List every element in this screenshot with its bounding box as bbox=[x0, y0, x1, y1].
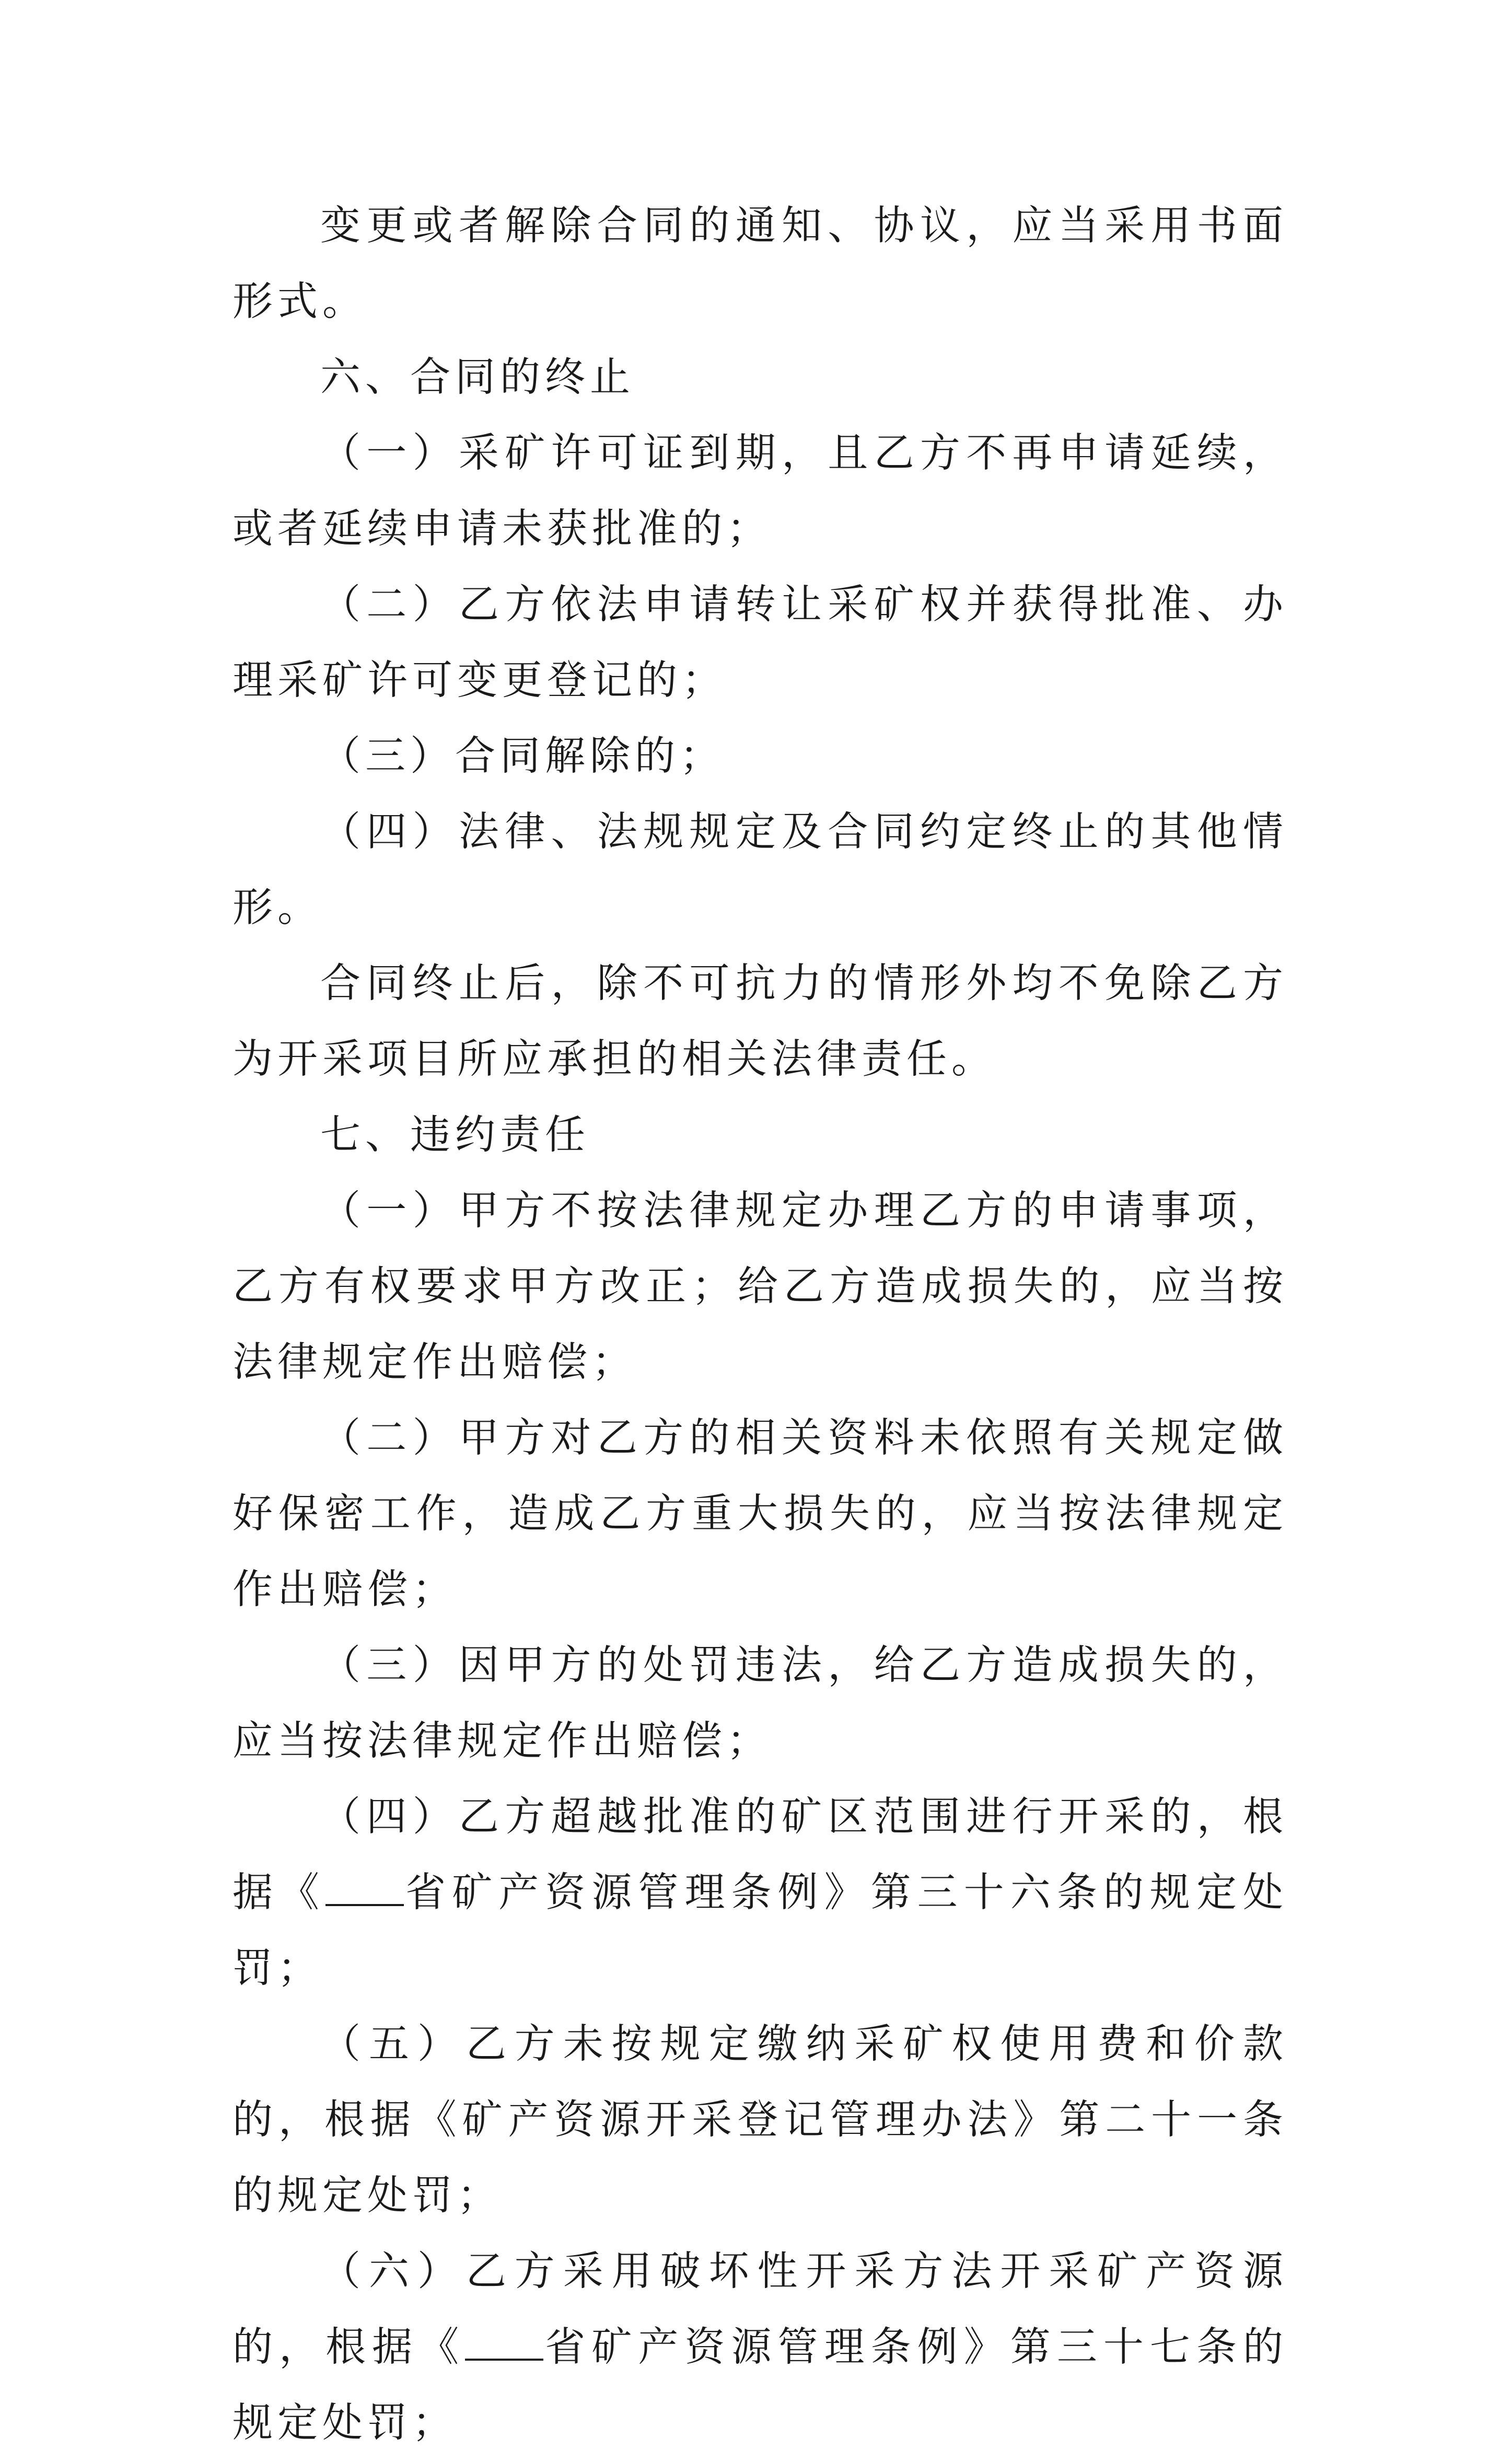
paragraph: （二）乙方依法申请转让采矿权并获得批准、办理采矿许可变更登记的； bbox=[232, 582, 1288, 704]
paragraph: 合同终止后，除不可抗力的情形外均不免除乙方为开采项目所应承担的相关法律责任。 bbox=[232, 960, 1288, 1083]
paragraph-text: （四）乙方超越批准的矿区范围进行开采的，根据《 bbox=[232, 1794, 1288, 1916]
paragraph: （二）甲方对乙方的相关资料未依照有关规定做好保密工作，造成乙方重大损失的，应当按法律规定作出赔偿； bbox=[232, 1415, 1288, 1613]
paragraph: （三）因甲方的处罚违法，给乙方造成损失的，应当按法律规定作出赔偿； bbox=[232, 1642, 1288, 1765]
paragraph: （一）采矿许可证到期，且乙方不再申请延续，或者延续申请未获批准的； bbox=[232, 430, 1288, 552]
paragraph-text: 省矿产资源管理条例》第三十六条的规定处罚； bbox=[232, 1870, 1288, 1992]
section-heading: 六、合同的终止 bbox=[320, 354, 635, 401]
section-heading: 七、违约责任 bbox=[320, 1112, 590, 1158]
paragraph bbox=[232, 2234, 1288, 2461]
paragraph: （一）甲方不按法律规定办理乙方的申请事项，乙方有权要求甲方改正；给乙方造成损失的，应当按法律规定作出赔偿； bbox=[232, 1188, 1288, 1386]
paragraph: （五）乙方未按规定缴纳采矿权使用费和价款的，根据《矿产资源开采登记管理办法》第二十一条的规定处罚； bbox=[232, 2021, 1288, 2219]
paragraph: 变更或者解除合同的通知、协议，应当采用书面形式。 bbox=[232, 203, 1288, 325]
paragraph: （四）法律、法规规定及合同约定终止的其他情形。 bbox=[232, 809, 1288, 931]
paragraph-text: （六）乙方采用破坏性开采方法开采矿产资源的，根据《 bbox=[232, 2248, 1288, 2371]
paragraph-text: 省矿产资源管理条例》第三十七条的规定处罚； bbox=[232, 2324, 1288, 2446]
document-body bbox=[232, 188, 1288, 2461]
paragraph bbox=[232, 1779, 1288, 2006]
fill-in-blank bbox=[465, 2327, 543, 2361]
fill-in-blank bbox=[325, 1873, 404, 1906]
paragraph: （三）合同解除的； bbox=[320, 733, 725, 780]
